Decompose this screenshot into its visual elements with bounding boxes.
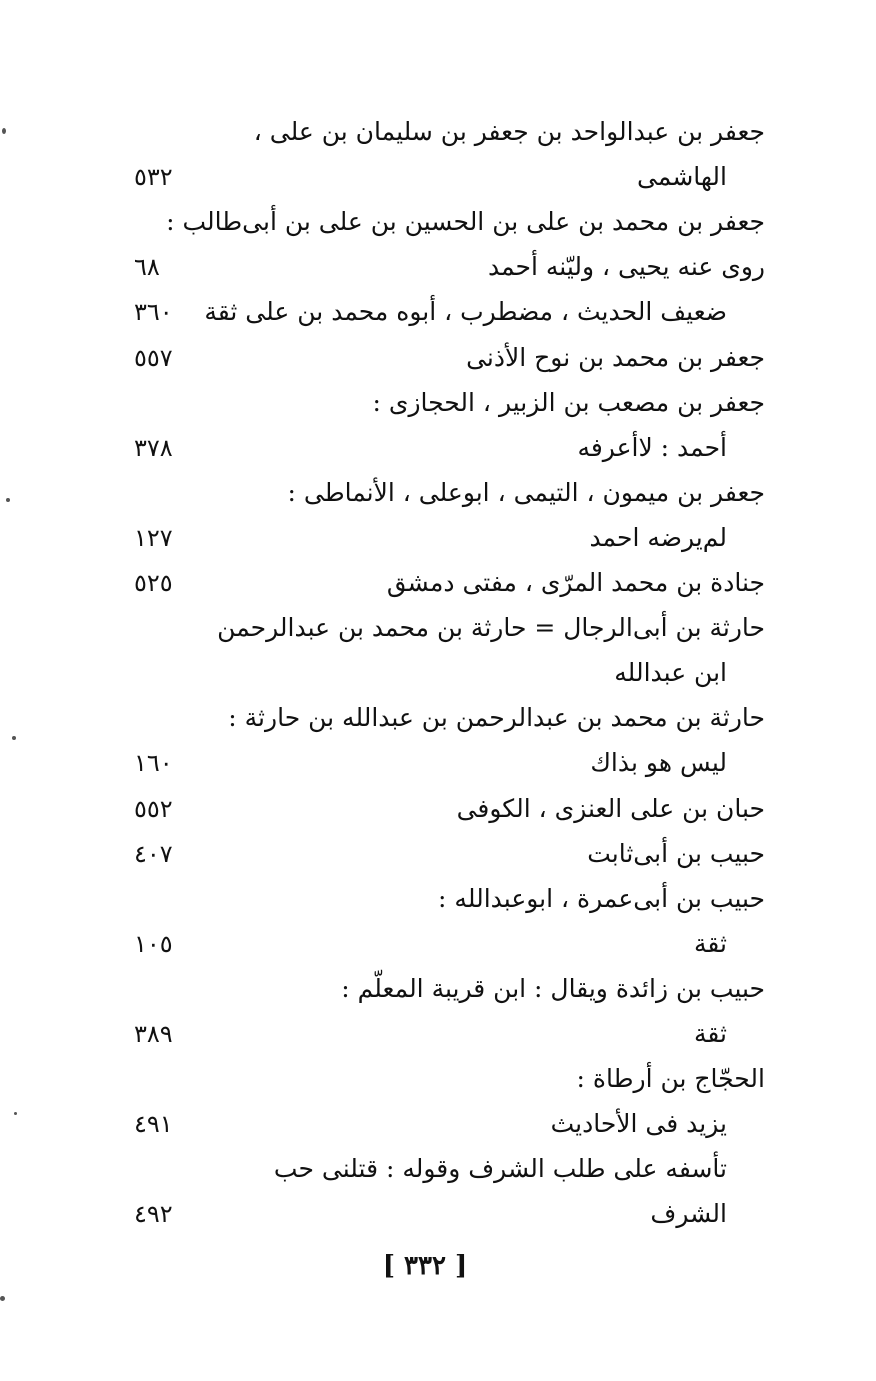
entry-page-number: ١٢٧	[134, 523, 173, 552]
entry-page-number: ٤٩٢	[134, 1200, 173, 1229]
entry-text: أحمد : لاأعرفه	[577, 432, 727, 462]
index-entry	[120, 1102, 765, 1146]
index-entry	[120, 110, 765, 154]
scan-speck	[6, 498, 10, 502]
index-entry	[120, 200, 765, 244]
entry-page-number: ٥٣٢	[134, 163, 173, 192]
index-entry	[120, 922, 765, 966]
index-entry	[120, 877, 765, 921]
entry-page-number: ١٦٠	[134, 749, 173, 778]
index-entry	[120, 561, 765, 605]
index-entry	[120, 1057, 765, 1101]
entry-page-number: ٤٠٧	[134, 839, 173, 868]
entry-page-number: ٦٨	[134, 253, 160, 282]
index-entry	[120, 426, 765, 470]
entry-page-number: ١٠٥	[134, 929, 173, 958]
entry-text: ابن عبدالله	[614, 658, 727, 688]
page-number: [ ٣٣٢ ]	[382, 1251, 468, 1281]
entry-text: حارثة بن محمد بن عبدالرحمن بن عبدالله بن حارثة :	[228, 703, 765, 733]
index-entry	[120, 832, 765, 876]
entry-text: ثقة	[693, 928, 727, 958]
entry-page-number: ٣٦٠	[134, 298, 173, 327]
entry-text: حبيب بن أبى‌ثابت	[587, 838, 765, 868]
index-entry	[120, 606, 765, 650]
index-entry	[120, 651, 765, 695]
entry-text: حبيب بن زائدة ويقال : ابن قريبة المعلّم :	[341, 973, 765, 1003]
index-entry	[120, 155, 765, 199]
index-entry	[120, 471, 765, 515]
entry-text: يزيد فى الأحاديث	[550, 1109, 727, 1139]
entry-text: جنادة بن محمد المرّى ، مفتى دمشق	[386, 568, 765, 597]
entry-text: ليس هو بذاك	[590, 748, 727, 778]
entry-text: الهاشمى	[637, 162, 727, 192]
index-entry	[120, 516, 765, 560]
entry-text: جعفر بن محمد بن على بن الحسين بن على بن أبى‌طالب :	[166, 207, 765, 237]
entry-text: جعفر بن عبدالواحد بن جعفر بن سليمان بن على ،	[253, 117, 765, 146]
entry-text: الشرف	[650, 1199, 727, 1229]
entry-page-number: ٤٩١	[134, 1110, 173, 1139]
index-entry	[120, 967, 765, 1011]
entry-page-number: ٣٧٨	[134, 433, 173, 462]
scan-speck	[0, 1296, 5, 1301]
index-entry	[120, 741, 765, 785]
index-entry	[120, 336, 765, 380]
entry-page-number: ٥٥٢	[134, 794, 173, 823]
entry-page-number: ٥٢٥	[134, 569, 173, 597]
index-entry	[120, 1147, 765, 1191]
index-entry	[120, 696, 765, 740]
scan-speck	[2, 128, 6, 134]
index-entry	[120, 245, 765, 289]
entry-text: جعفر بن ميمون ، التيمى ، ابوعلى ، الأنماطى :	[287, 477, 765, 507]
entry-text: جعفر بن محمد بن نوح الأذنى	[466, 342, 765, 372]
entry-text: الحجّاج بن أرطاة :	[576, 1064, 765, 1094]
entry-text: حبان بن على العنزى ، الكوفى	[456, 793, 765, 823]
entry-text: تأسفه على طلب الشرف وقوله : قتلنى حب	[273, 1154, 727, 1184]
index-entry	[120, 1012, 765, 1056]
entry-page-number: ٣٨٩	[134, 1020, 173, 1048]
scan-speck	[12, 736, 16, 740]
scan-speck	[14, 1112, 17, 1115]
entry-text: حبيب بن أبى‌عمرة ، ابوعبدالله :	[438, 883, 765, 913]
index-entry	[120, 1192, 765, 1236]
entry-text: روى عنه يحيى ، وليّنه أحمد	[487, 252, 765, 282]
entry-text: ثقة	[693, 1019, 727, 1048]
entry-text: لم‌يرضه احمد	[589, 522, 727, 552]
entry-page-number: ٥٥٧	[134, 343, 173, 372]
index-entry	[120, 787, 765, 831]
entry-text: حارثة بن أبى‌الرجال = حارثة بن محمد بن عبدالرحمن	[217, 613, 765, 643]
entry-text: جعفر بن مصعب بن الزبير ، الحجازى :	[372, 387, 765, 417]
index-entry	[120, 381, 765, 425]
index-entry	[120, 290, 765, 334]
entry-text: ضعيف الحديث ، مضطرب ، أبوه محمد بن على ثقة	[204, 297, 727, 327]
